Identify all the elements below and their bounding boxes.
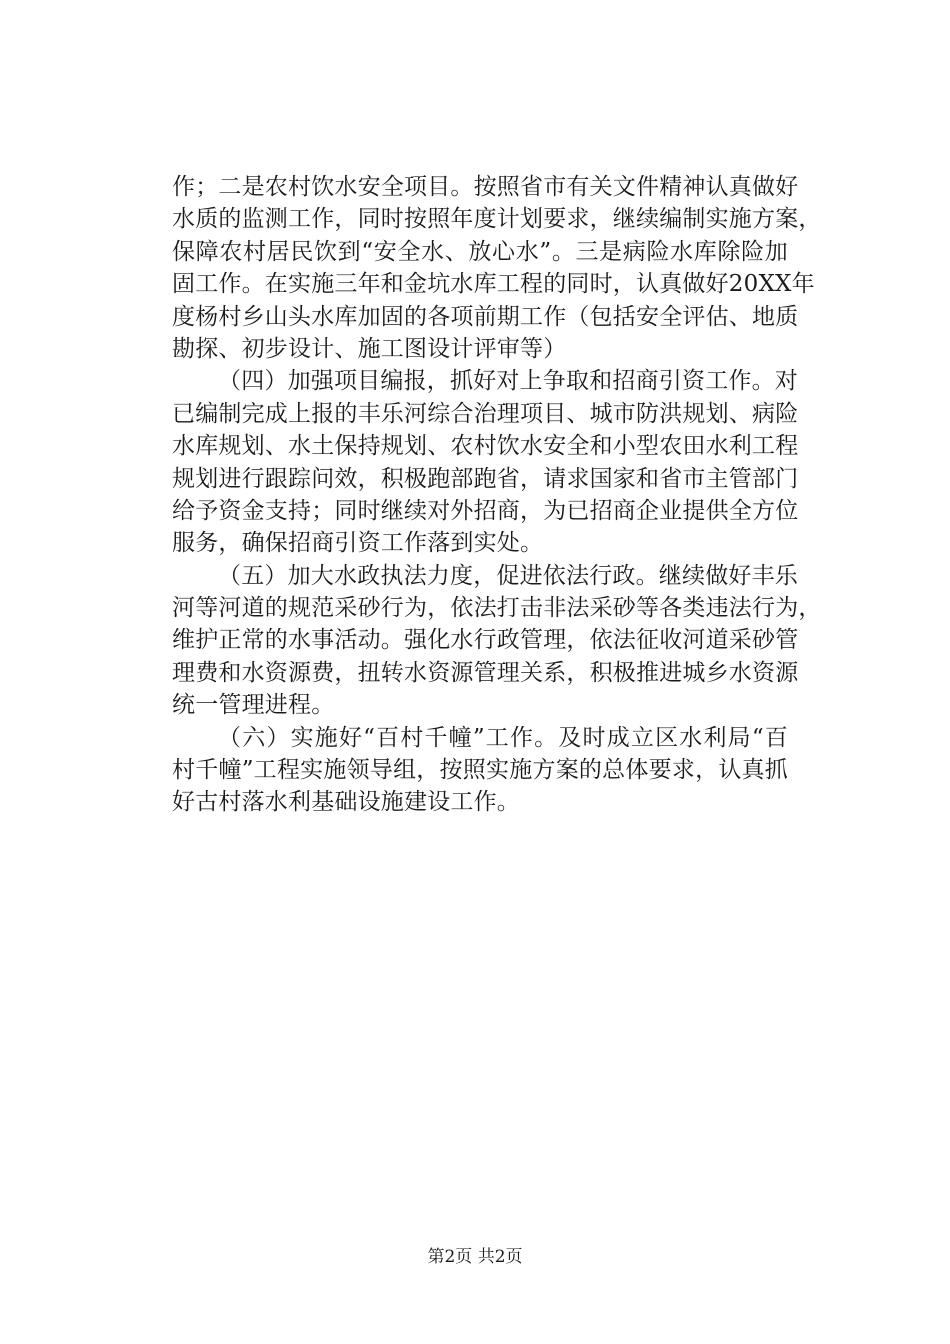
paragraph-section-4 [172, 365, 799, 559]
text-line: 已编制完成上报的丰乐河综合治理项目、城市防洪规划、病险 [172, 400, 799, 427]
text-line: 村千幢”工程实施领导组，按照实施方案的总体要求，认真抓 [172, 757, 788, 784]
text-line: 服务，确保招商引资工作落到实处。 [172, 530, 544, 557]
text-line: 勘探、初步设计、施工图设计评审等） [172, 335, 567, 362]
text-line: 保障农村居民饮到“安全水、放心水”。三是病险水库除险加 [172, 238, 788, 265]
text-line: 好古村落水利基础设施建设工作。 [172, 789, 520, 816]
text-line: 作；二是农村饮水安全项目。按照省市有关文件精神认真做好 [172, 174, 799, 200]
paragraph-section-5 [172, 560, 822, 722]
text-line: 水库规划、水土保持规划、农村饮水安全和小型农田水利工程 [172, 433, 799, 460]
text-line: （六）实施好“百村千幢”工作。及时成立区水利局“百 [218, 724, 788, 751]
text-line: 规划进行跟踪问效，积极跑部跑省，请求国家和省市主管部门 [172, 465, 799, 492]
text-line: （四）加强项目编报，抓好对上争取和招商引资工作。对 [218, 368, 798, 395]
text-line: 固工作。在实施三年和金坑水库工程的同时，认真做好20XX年 [172, 271, 815, 298]
text-line: （五）加大水政执法力度，促进依法行政。继续做好丰乐 [218, 562, 798, 589]
text-line: 度杨村乡山头水库加固的各项前期工作（包括安全评估、地质 [172, 303, 799, 330]
text-line: 统一管理进程。 [172, 692, 335, 719]
page-number-footer: 第2页 共2页 [427, 1247, 523, 1267]
text-line: 给予资金支持；同时继续对外招商，为已招商企业提供全方位 [172, 497, 799, 524]
text-line: 维护正常的水事活动。强化水行政管理，依法征收河道采砂管 [172, 627, 799, 654]
text-line: 河等河道的规范采砂行为，依法打击非法采砂等各类违法行为， [172, 595, 822, 622]
text-line: 水质的监测工作，同时按照年度计划要求，继续编制实施方案， [172, 206, 822, 233]
text-line: 理费和水资源费，扭转水资源管理关系，积极推进城乡水资源 [172, 659, 799, 686]
document-body [172, 171, 822, 819]
paragraph-section-6 [172, 722, 788, 819]
paragraph-1 [172, 171, 822, 365]
